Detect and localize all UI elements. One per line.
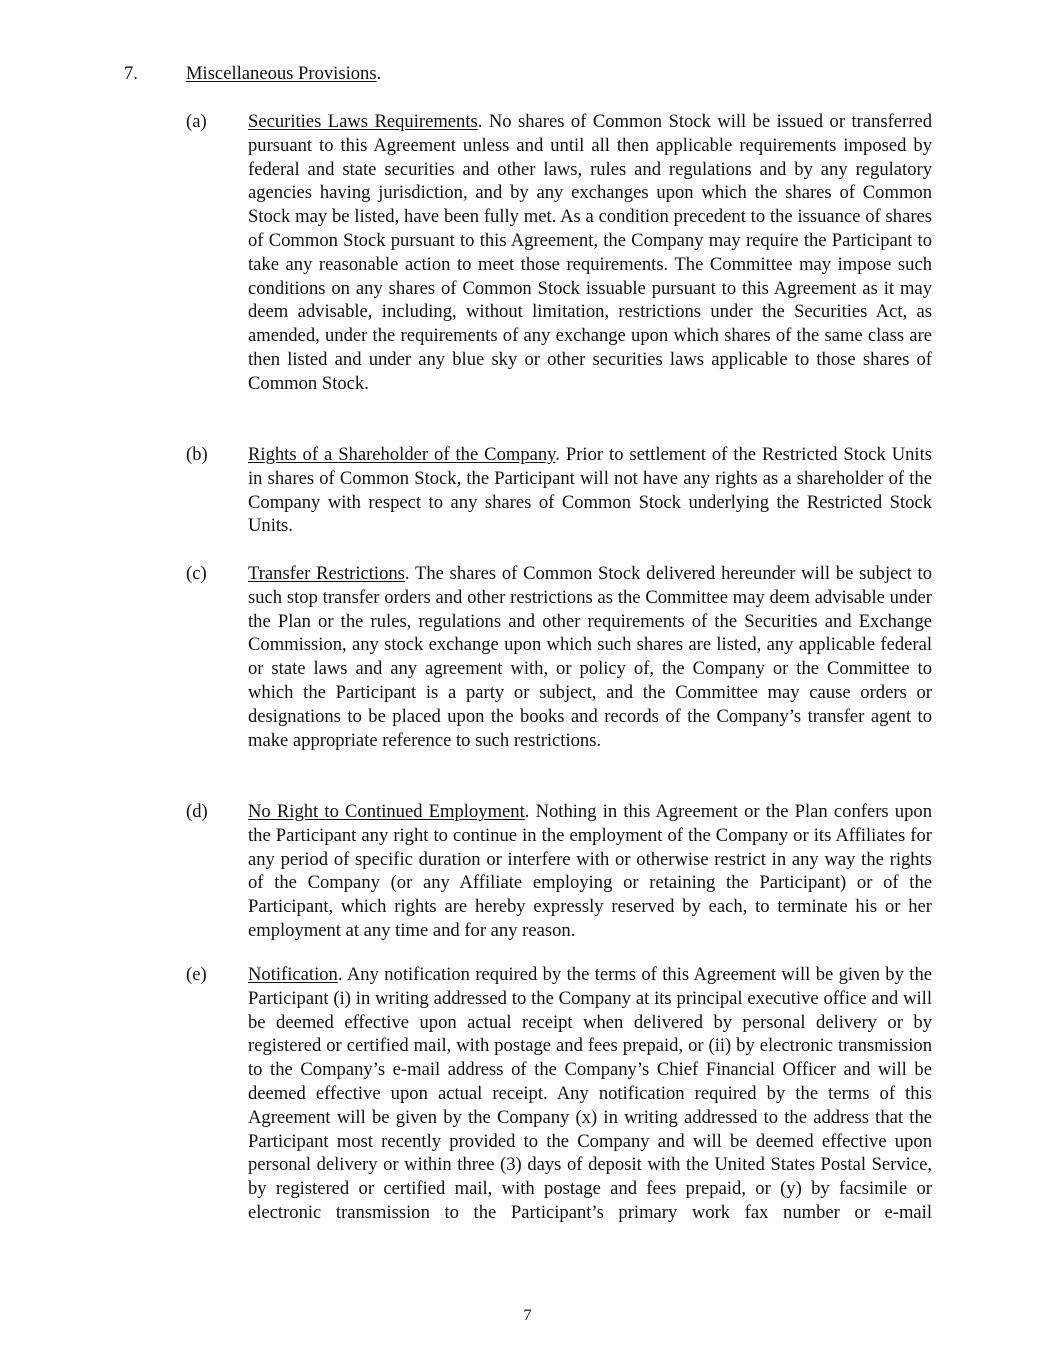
paragraph-body: [248, 963, 932, 1225]
paragraph-label: (c): [186, 563, 207, 584]
paragraph-label: (a): [186, 111, 207, 132]
paragraph-heading: Transfer Restrictions: [248, 563, 405, 584]
paragraph-label: (b): [186, 444, 208, 465]
paragraph-heading: Notification: [248, 964, 338, 985]
page-number: 7: [523, 1307, 532, 1324]
paragraph-body: [248, 800, 932, 943]
paragraph-text: . Any notification required by the terms of this Agreement will be given by the Participant (i) in writing addressed to the Company at its principal executive office and will be deemed effective upon actual receipt when delivered by personal delivery or by registered or certified mail, with postage and fees prepaid, or (ii) by electronic transmission to the Company’s e-mail address of the Company’s Chief Financial Officer and will be deemed effective upon actual receipt. Any notification required by the terms of this Agreement will be given by the Company (x) in writing addressed to the address that the Participant most recently provided to the Company and will be deemed effective upon personal delivery or within three (3) days of deposit with the United States Postal Service, by registered or certified mail, with postage and fees prepaid, or (y) by facsimile or electronic transmission to the Participant’s primary work fax number or e-mail: [248, 964, 932, 1223]
paragraph-label: (e): [186, 964, 207, 985]
paragraph-text: . Prior to settlement of the Restricted Stock Units in shares of Common Stock, the Participant will not have any rights as a shareholder of the Company with respect to any shares of Common Stock underlying the Restricted Stock Units.: [248, 444, 932, 537]
paragraph-heading: No Right to Continued Employment: [248, 801, 525, 822]
paragraph-body: [248, 443, 932, 538]
section-number: 7.: [124, 63, 138, 84]
section-title-wrap: [186, 62, 381, 86]
paragraph-body: [248, 562, 932, 752]
paragraph-text: . Nothing in this Agreement or the Plan confers upon the Participant any right to continue in the employment of the Company or its Affiliates for any period of specific duration or interfere with or otherwise restrict in any way the rights of the Company (or any Affiliate employing or retaining the Participant) or of the Participant, which rights are hereby expressly reserved by each, to terminate his or her employment at any time and for any reason.: [248, 801, 932, 941]
section-title: Miscellaneous Provisions: [186, 63, 377, 84]
paragraph-heading: Securities Laws Requirements: [248, 111, 478, 132]
paragraph-body: [248, 110, 932, 396]
paragraph-heading: Rights of a Shareholder of the Company: [248, 444, 556, 465]
paragraph-text: . The shares of Common Stock delivered hereunder will be subject to such stop transfer orders and other restrictions as the Committee may deem advisable under the Plan or the rules, regulations and other requirements of the Securities and Exchange Commission, any stock exchange upon which such shares are listed, any applicable federal or state laws and any agreement with, or policy of, the Company or the Committee to which the Participant is a party or subject, and the Committee may cause orders or designations to be placed upon the books and records of the Company’s transfer agent to make appropriate reference to such restrictions.: [248, 563, 932, 751]
paragraph-text: . No shares of Common Stock will be issued or transferred pursuant to this Agreement unless and until all then applicable requirements imposed by federal and state securities and other laws, rules and regulations and by any regulatory agencies having jurisdiction, and by any exchanges upon which the shares of Common Stock may be listed, have been fully met. As a condition precedent to the issuance of shares of Common Stock pursuant to this Agreement, the Company may require the Participant to take any reasonable action to meet those requirements. The Committee may impose such conditions on any shares of Common Stock issuable pursuant to this Agreement as it may deem advisable, including, without limitation, restrictions under the Securities Act, as amended, under the requirements of any exchange upon which shares of the same class are then listed and under any blue sky or other securities laws applicable to those shares of Common Stock.: [248, 111, 932, 394]
section-title-suffix: .: [376, 63, 382, 84]
paragraph-label: (d): [186, 801, 208, 822]
